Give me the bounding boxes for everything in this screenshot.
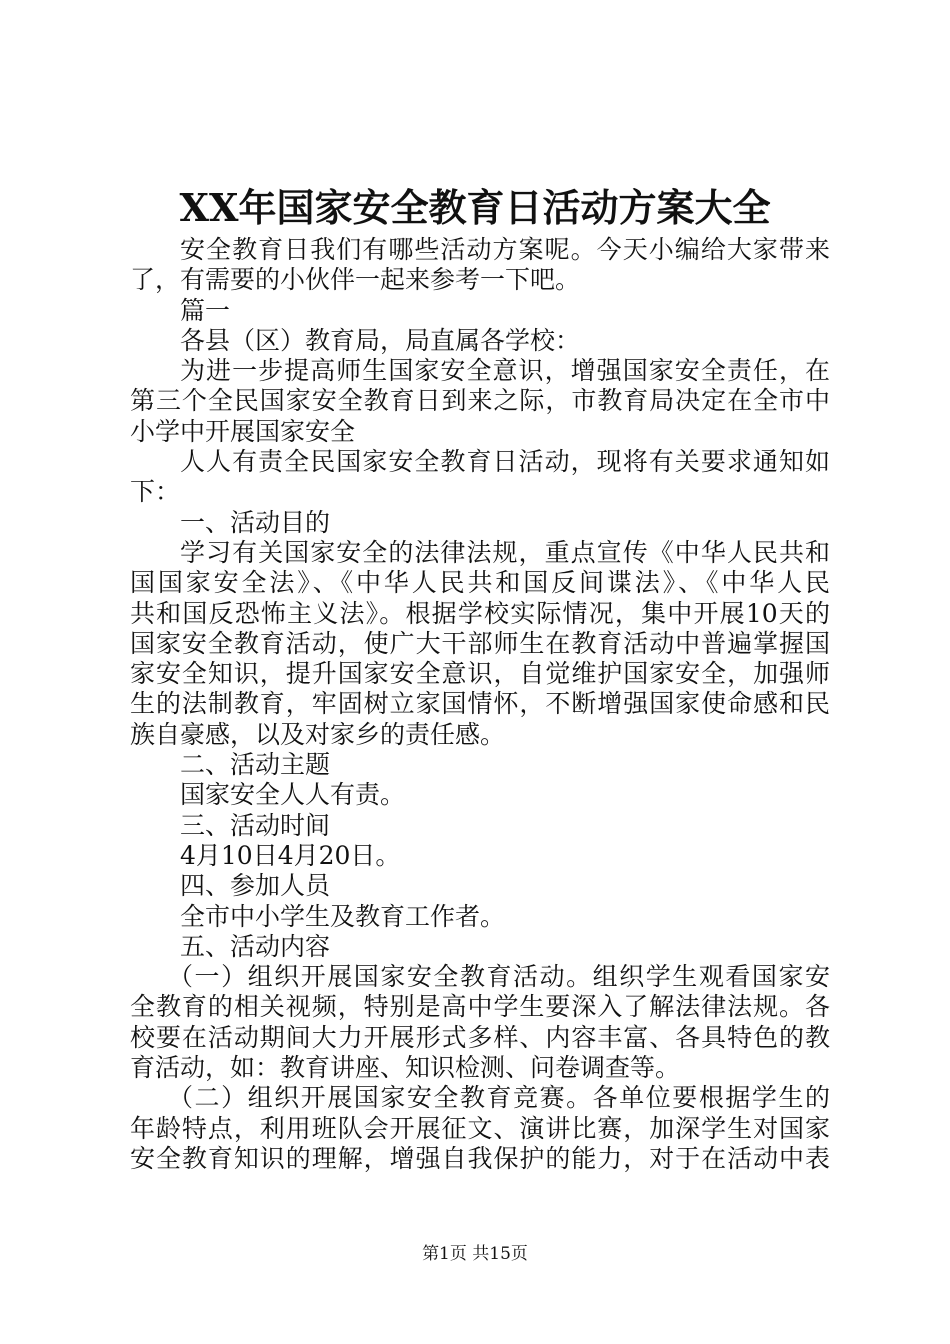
paragraph-line: 为进一步提高师生国家安全意识，增强国家安全责任，在 <box>180 356 830 386</box>
paragraph-line: 学习有关国家安全的法律法规，重点宣传《中华人民共和 <box>180 537 830 567</box>
paragraph-line: 全教育的相关视频，特别是高中学生要深入了解法律法规。各 <box>130 992 830 1022</box>
paragraph-line: 4月10日4月20日。 <box>180 840 401 870</box>
paragraph-line: 国家安全教育活动，使广大干部师生在教育活动中普遍掌握国 <box>130 628 830 658</box>
paragraph-line: （一）组织开展国家安全教育活动。组织学生观看国家安 <box>168 962 830 992</box>
section-heading: 三、活动时间 <box>180 810 331 840</box>
paragraph-line: 生的法制教育，牢固树立家国情怀，不断增强国家使命感和民 <box>130 689 830 719</box>
paragraph-line: 全市中小学生及教育工作者。 <box>180 901 506 931</box>
paragraph-line: 了，有需要的小伙伴一起来参考一下吧。 <box>130 265 581 295</box>
paragraph-line: 人人有责全民国家安全教育日活动，现将有关要求通知如 <box>180 447 830 477</box>
paragraph-line: 下： <box>130 477 181 507</box>
section-heading: 二、活动主题 <box>180 750 331 780</box>
document-body <box>130 235 830 1174</box>
paragraph-line: 国国家安全法》、《中华人民共和国反间谍法》、《中华人民 <box>130 568 830 598</box>
paragraph-line: 国家安全人人有责。 <box>180 780 406 810</box>
paragraph-line: 年龄特点，利用班队会开展征文、演讲比赛，加深学生对国家 <box>130 1113 830 1143</box>
paragraph-line: 小学中开展国家安全 <box>130 416 356 446</box>
paragraph-line: 共和国反恐怖主义法》。根据学校实际情况，集中开展10天的 <box>130 598 830 628</box>
paragraph-line: 校要在活动期间大力开展形式多样、内容丰富、各具特色的教 <box>130 1022 830 1052</box>
paragraph-line: 族自豪感，以及对家乡的责任感。 <box>130 719 506 749</box>
section-heading: 五、活动内容 <box>180 931 331 961</box>
paragraph-line: 安全教育知识的理解，增强自我保护的能力，对于在活动中表 <box>130 1143 830 1173</box>
page-title: XX年国家安全教育日活动方案大全 <box>179 185 771 230</box>
section-heading: 篇一 <box>180 295 231 325</box>
paragraph-line: 家安全知识，提升国家安全意识，自觉维护国家安全，加强师 <box>130 659 830 689</box>
section-heading: 四、参加人员 <box>180 871 331 901</box>
paragraph-line: （二）组织开展国家安全教育竞赛。各单位要根据学生的 <box>168 1083 830 1113</box>
paragraph-line: 安全教育日我们有哪些活动方案呢。今天小编给大家带来 <box>180 235 830 264</box>
page-footer: 第1页 共15页 <box>422 1244 528 1264</box>
paragraph-line: 育活动，如：教育讲座、知识检测、问卷调查等。 <box>130 1053 681 1083</box>
section-heading: 一、活动目的 <box>180 507 331 537</box>
paragraph-line: 各县（区）教育局，局直属各学校： <box>180 325 581 355</box>
paragraph-line: 第三个全民国家安全教育日到来之际，市教育局决定在全市中 <box>130 386 830 416</box>
